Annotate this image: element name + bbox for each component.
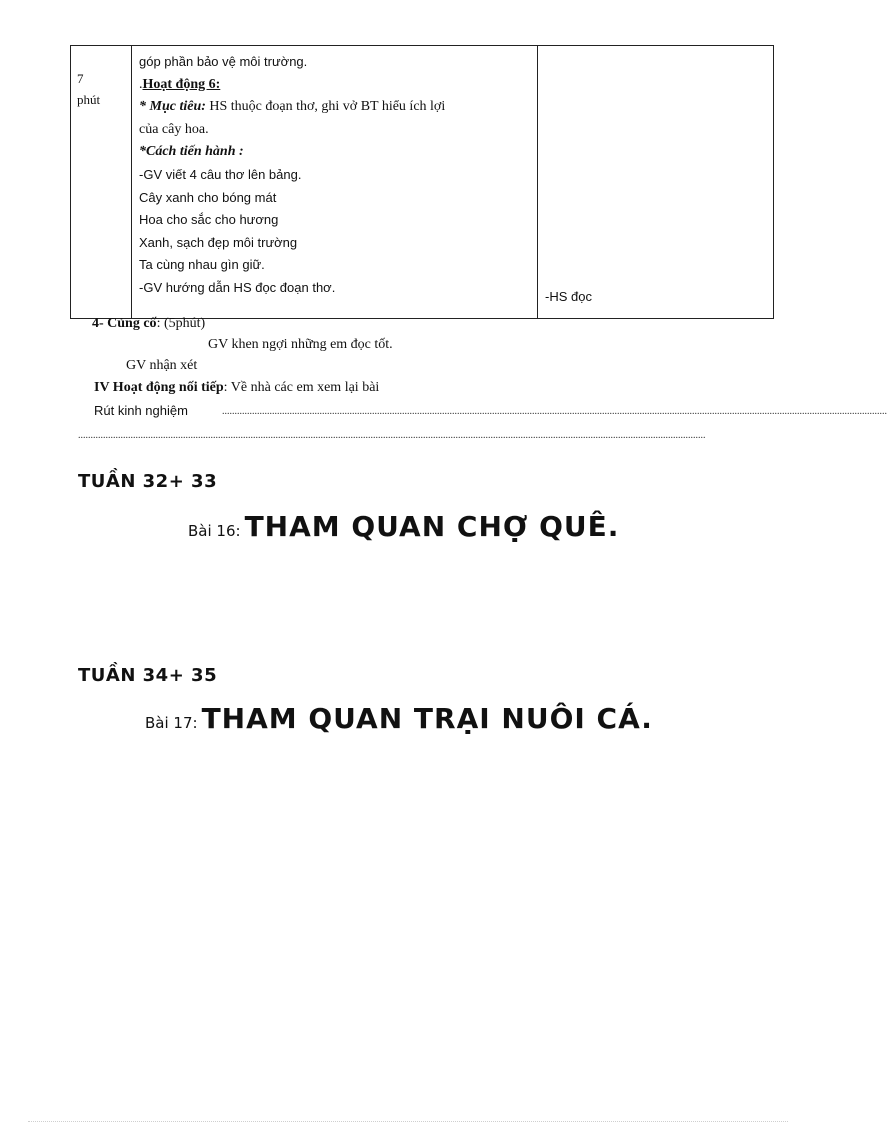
time-cell (71, 46, 132, 319)
poem-line: Hoa cho sắc cho hương (139, 212, 279, 228)
teacher-activity-cell (132, 46, 538, 319)
poem-line: Xanh, sạch đẹp môi trường (139, 234, 298, 250)
lesson-title-2: THAM QUAN TRẠI NUÔI CÁ. (201, 702, 653, 735)
praise-text: GV khen ngợi những em đọc tốt. (208, 337, 393, 352)
lesson-table (70, 45, 774, 319)
experience-label: Rút kinh nghiệm (94, 403, 188, 418)
student-activity-cell (538, 46, 774, 319)
consolidation-line (92, 316, 205, 332)
activity-title: Hoạt động 6: (142, 76, 221, 92)
time-number: 7 (77, 71, 84, 86)
follow-up-line (94, 380, 379, 396)
objective-text: HS thuộc đoạn thơ, ghi vở BT hiểu ích lợi (205, 99, 446, 115)
divider-dots: ........................................................................................................................................................................................................................................................... (78, 430, 706, 441)
lesson-label-2: Bài 17: (145, 714, 198, 732)
objective-label: * Mục tiêu: (139, 99, 206, 115)
content-line: góp phần bảo vệ môi trường. (139, 54, 308, 69)
week-heading-1: TUẦN 32+ 33 (78, 471, 218, 492)
consolidation-label: 4- Củng cố (92, 316, 157, 331)
page-bottom-border (28, 1121, 788, 1122)
week-heading-2: TUẦN 34+ 35 (78, 665, 218, 686)
lesson-label-1: Bài 16: (188, 522, 241, 540)
follow-up-label: IV Hoạt động nối tiếp (94, 380, 224, 395)
lesson-heading-1 (188, 510, 619, 543)
objective-line (139, 96, 531, 119)
student-activity-text: -HS đọc (545, 288, 592, 304)
procedure-label: *Cách tiến hành : (139, 144, 244, 160)
content-line: -GV viết 4 câu thơ lên bảng. (139, 166, 302, 182)
time-unit: phút (77, 92, 101, 107)
procedure-line (139, 141, 531, 164)
activity-prefix: . (139, 76, 143, 92)
poem-line: Ta cùng nhau gìn giữ. (139, 257, 265, 273)
content-line: của cây hoa. (139, 121, 209, 137)
experience-dots: .......................................................................................................................................................................................................................................................................... (222, 406, 887, 417)
consolidation-time: : (5phút) (156, 316, 206, 331)
content-line: -GV hướng dẫn HS đọc đoạn thơ. (139, 279, 336, 295)
activity-heading (139, 74, 531, 97)
remark-text: GV nhận xét (126, 358, 198, 373)
follow-up-text: : Về nhà các em xem lại bài (223, 380, 380, 395)
table-row (71, 46, 774, 319)
poem-line: Cây xanh cho bóng mát (139, 189, 277, 205)
lesson-title-1: THAM QUAN CHỢ QUÊ. (244, 510, 620, 543)
lesson-heading-2 (145, 702, 653, 735)
